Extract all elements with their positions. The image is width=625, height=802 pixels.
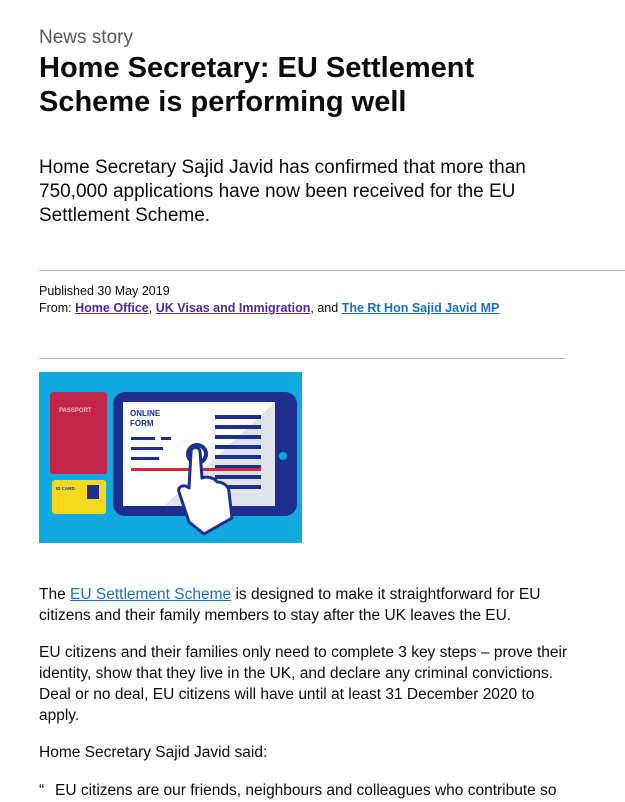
lead-paragraph: Home Secretary Sajid Javid has confirmed that more than 750,000 applications have now been received for the EU Settlement Scheme. [39, 157, 526, 226]
online-form-illustration [39, 372, 302, 543]
published-line [39, 283, 499, 300]
from-label: From: [39, 301, 72, 315]
form-title-line2: FORM [130, 419, 154, 428]
body-paragraph-3: Home Secretary Sajid Javid said: [39, 744, 268, 761]
eu-settlement-scheme-link[interactable]: EU Settlement Scheme [70, 586, 232, 603]
quote-paragraph [39, 780, 599, 801]
page-caption: News story [39, 27, 133, 48]
org-separator: , [148, 301, 153, 315]
passport-label: PASSPORT [59, 408, 92, 414]
content-divider [39, 358, 565, 359]
from-line [39, 300, 499, 317]
tablet-button-icon [279, 452, 287, 460]
body-paragraph-1: The EU Settlement Scheme is designed to make it straightforward for EU citizens and their family members to stay after the UK leaves the EU. [39, 586, 541, 624]
org-link-sajid-javid[interactable]: The Rt Hon Sajid Javid MP [341, 301, 500, 315]
quote-text: EU citizens are our friends, neighbours and colleagues who contribute so [55, 782, 557, 799]
published-label: Published [39, 284, 94, 298]
org-link-ukvi[interactable]: UK Visas and Immigration [155, 301, 311, 315]
published-date: 30 May 2019 [97, 284, 170, 298]
metadata [39, 283, 499, 317]
org-link-home-office[interactable]: Home Office [75, 301, 149, 315]
passport-shape [50, 392, 107, 474]
quote-mark-icon: “ [39, 782, 45, 799]
form-title-line1: ONLINE [130, 409, 161, 418]
metadata-divider [39, 270, 625, 271]
body-paragraph-2: EU citizens and their families only need to complete 3 key steps – prove their identity, show that they live in the UK, and declare any criminal convictions. Deal or no deal, EU citizens will have until at least 31 December 2020 to apply. [39, 644, 568, 724]
org-separator: , and [310, 301, 339, 315]
idcard-label: ID CARD [56, 486, 75, 491]
idcard-photo-icon [87, 485, 99, 499]
page-title: Home Secretary: EU Settlement Scheme is performing well [39, 52, 475, 118]
